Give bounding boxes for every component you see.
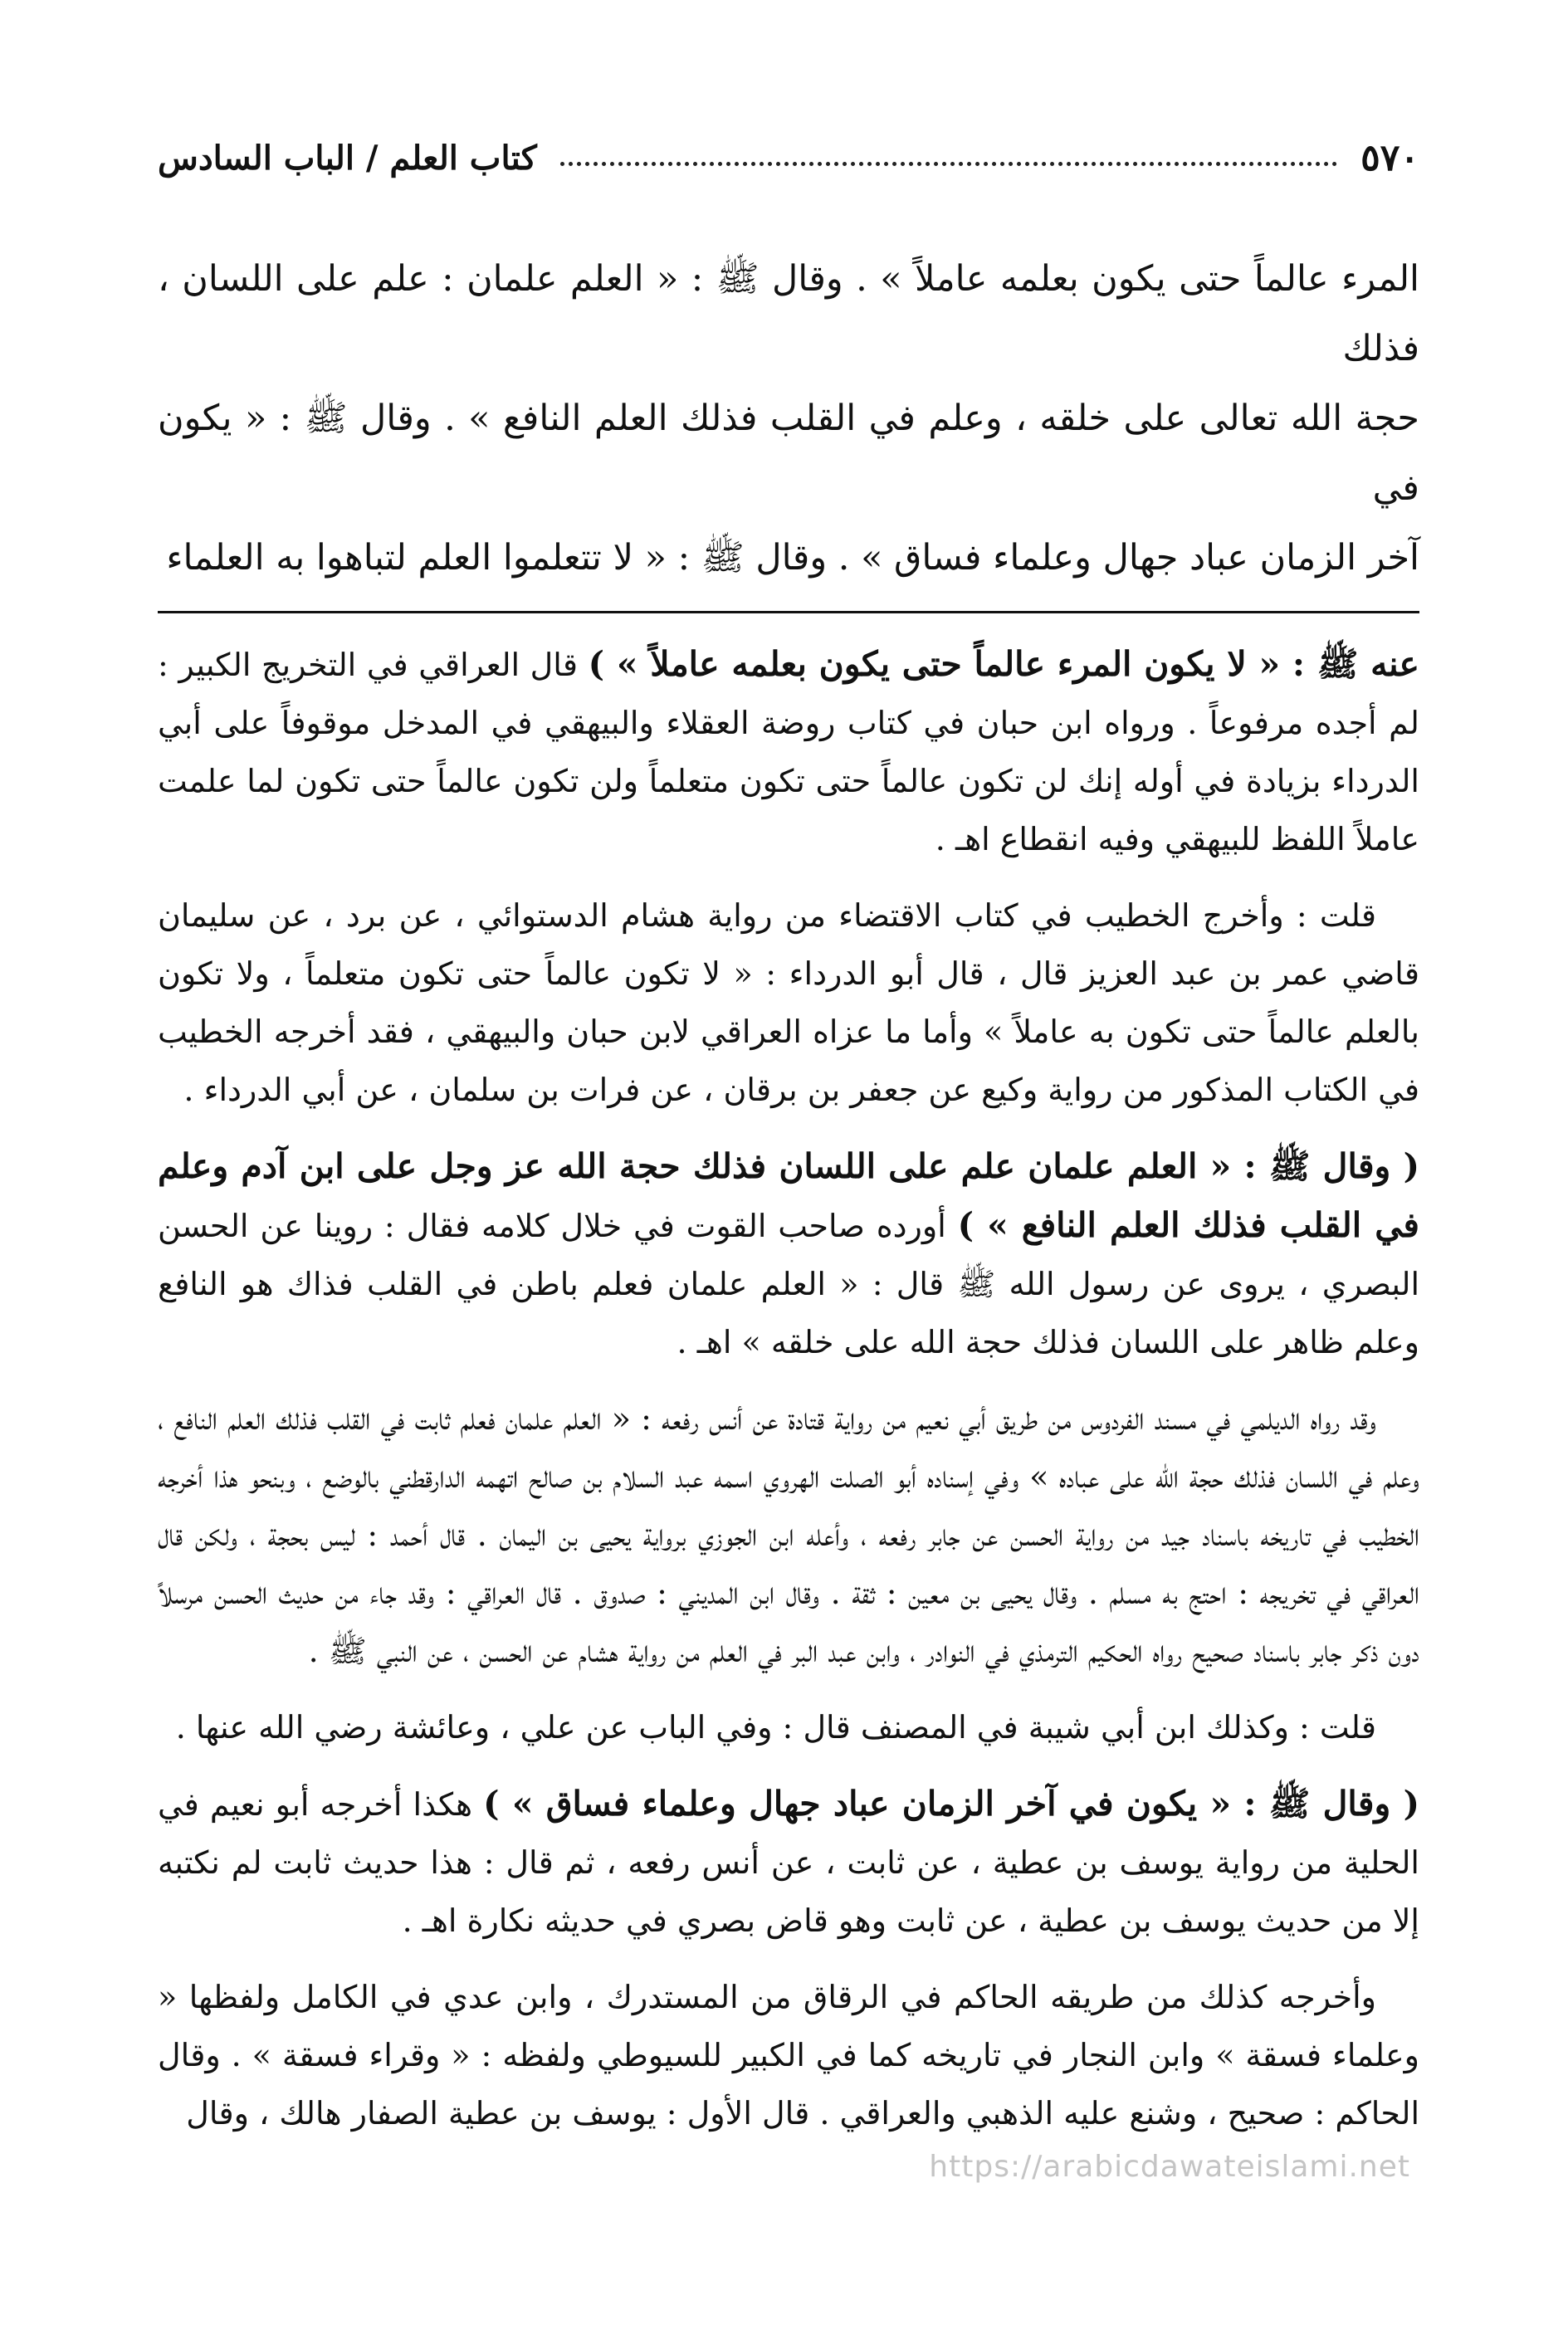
commentary-text: أورده صاحب القوت في خلال كلامه فقال : روينا عن الحسن البصري ، يروى عن رسول الله ﷺ قال : « العلم علمان فعلم باطن في القلب فذاك هو النافع وعلم ظاهر على اللسان فذلك حجة الله على خلقه » اهـ . (158, 1208, 1419, 1360)
commentary-paragraph (158, 1137, 1419, 1371)
commentary-text: وأخرجه كذلك من طريقه الحاكم في الرقاق من المستدرك ، وابن عدي في الكامل ولفظها « وعلماء فسقة » وابن النجار في تاريخه كما في الكبير للسيوطي ولفظه : « وقراء فسقة » . وقال الحاكم : صحيح ، وشنع عليه الذهبي والعراقي . قال الأول : يوسف بن عطية الصفار هالك ، وقال (158, 1979, 1420, 2132)
website-watermark: https://arabicdawateislami.net (929, 2150, 1410, 2184)
quoted-hadith: ( وقال ﷺ : « العلم علمان علم على اللسان فذلك حجة الله عز وجل على ابن آدم وعلم في القلب فذلك العلم النافع » ) (158, 1146, 1419, 1245)
main-text (158, 244, 1419, 593)
commentary-text: قلت : وأخرج الخطيب في كتاب الاقتضاء من رواية هشام الدستوائي ، عن برد ، عن سليمان قاضي عمر بن عبد العزيز قال ، قال أبو الدرداء : « لا تكون عالماً حتى تكون متعلماً ، ولا تكون بالعلم عالماً حتى تكون به عاملاً » وأما ما عزاه العراقي لابن حبان والبيهقي ، فقد أخرجه الخطيب في الكتاب المذكور من رواية وكيع عن جعفر بن برقان ، عن فرات بن سلمان ، عن أبي الدرداء . (158, 897, 1419, 1108)
main-text-line: المرء عالماً حتى يكون بعلمه عاملاً » . وقال ﷺ : « العلم علمان : علم على اللسان ، فذلك (158, 258, 1419, 369)
quoted-hadith: ( وقال ﷺ : « يكون في آخر الزمان عباد جهال وعلماء فساق » ) (483, 1784, 1419, 1824)
page-number: ٥٧٠ (1360, 136, 1419, 179)
book-page (158, 125, 1419, 2161)
main-text-line: آخر الزمان عباد جهال وعلماء فساق » . وقال ﷺ : « لا تتعلموا العلم لتباهوا به العلماء (166, 537, 1419, 579)
commentary-paragraph (158, 1775, 1419, 1950)
commentary-text: قال العراقي في التخريج الكبير : لم أجده مرفوعاً . ورواه ابن حبان في كتاب روضة العقلاء والبيهقي في المدخل موقوفاً على أبي الدرداء بزيادة في أوله إنك لن تكون عالماً حتى تكون متعلماً ولن تكون عالماً حتى تكون لما علمت عاملاً اللفظ للبيهقي وفيه انقطاع اهـ . (158, 647, 1419, 857)
commentary-paragraph (158, 1968, 1419, 2142)
commentary-paragraph (158, 1698, 1419, 1756)
commentary (158, 635, 1419, 2142)
header-dotted-leader (560, 162, 1337, 166)
running-title: كتاب العلم / الباب السادس (158, 138, 537, 178)
main-text-line: حجة الله تعالى على خلقه ، وعلم في القلب فذلك العلم النافع » . وقال ﷺ : « يكون في (158, 398, 1419, 509)
commentary-text: وقد رواه الديلمي في مسند الفردوس من طريق أبي نعيم من رواية قتادة عن أنس رفعه : « العلم علمان فعلم ثابت في القلب فذلك العلم النافع ، وعلم في اللسان فذلك حجة الله على عباده » وفي إسناده أبو الصلت الهروي اسمه عبد السلام بن صالح اتهمه الدارقطني بالوضع ، وبنحو هذا أخرجه الخطيب في تاريخه باسناد جيد من رواية الحسن عن جابر رفعه ، وأعله ابن الجوزي برواية يحيى بن اليمان . قال أحمد : ليس بحجة ، ولكن قال العراقي في تخريجه : احتج به مسلم . وقال يحيى بن معين : ثقة . وقال ابن المديني : صدوق . قال العراقي : وقد جاء من حديث الحسن مرسلاً دون ذكر جابر باسناد صحيح رواه الحكيم الترمذي في النوادر ، وابن عبد البر في العلم من رواية هشام عن الحسن ، عن النبي ﷺ . (158, 1400, 1419, 1669)
commentary-separator (158, 611, 1419, 613)
commentary-text: قلت : وكذلك ابن أبي شيبة في المصنف قال : وفي الباب عن علي ، وعائشة رضي الله عنها . (175, 1709, 1376, 1746)
commentary-text: هكذا أخرجه أبو نعيم في الحلية من رواية يوسف بن عطية ، عن ثابت ، عن أنس رفعه ، ثم قال : هذا حديث ثابت لم نكتبه إلا من حديث يوسف بن عطية ، عن ثابت وهو قاض بصري في حديثه نكارة اهـ . (158, 1786, 1419, 1939)
commentary-paragraph (158, 886, 1419, 1119)
quoted-hadith: عنه ﷺ : « لا يكون المرء عالماً حتى يكون بعلمه عاملاً » ) (588, 644, 1419, 684)
page-header (158, 125, 1419, 191)
commentary-paragraph (158, 1389, 1419, 1680)
commentary-paragraph (158, 635, 1419, 868)
